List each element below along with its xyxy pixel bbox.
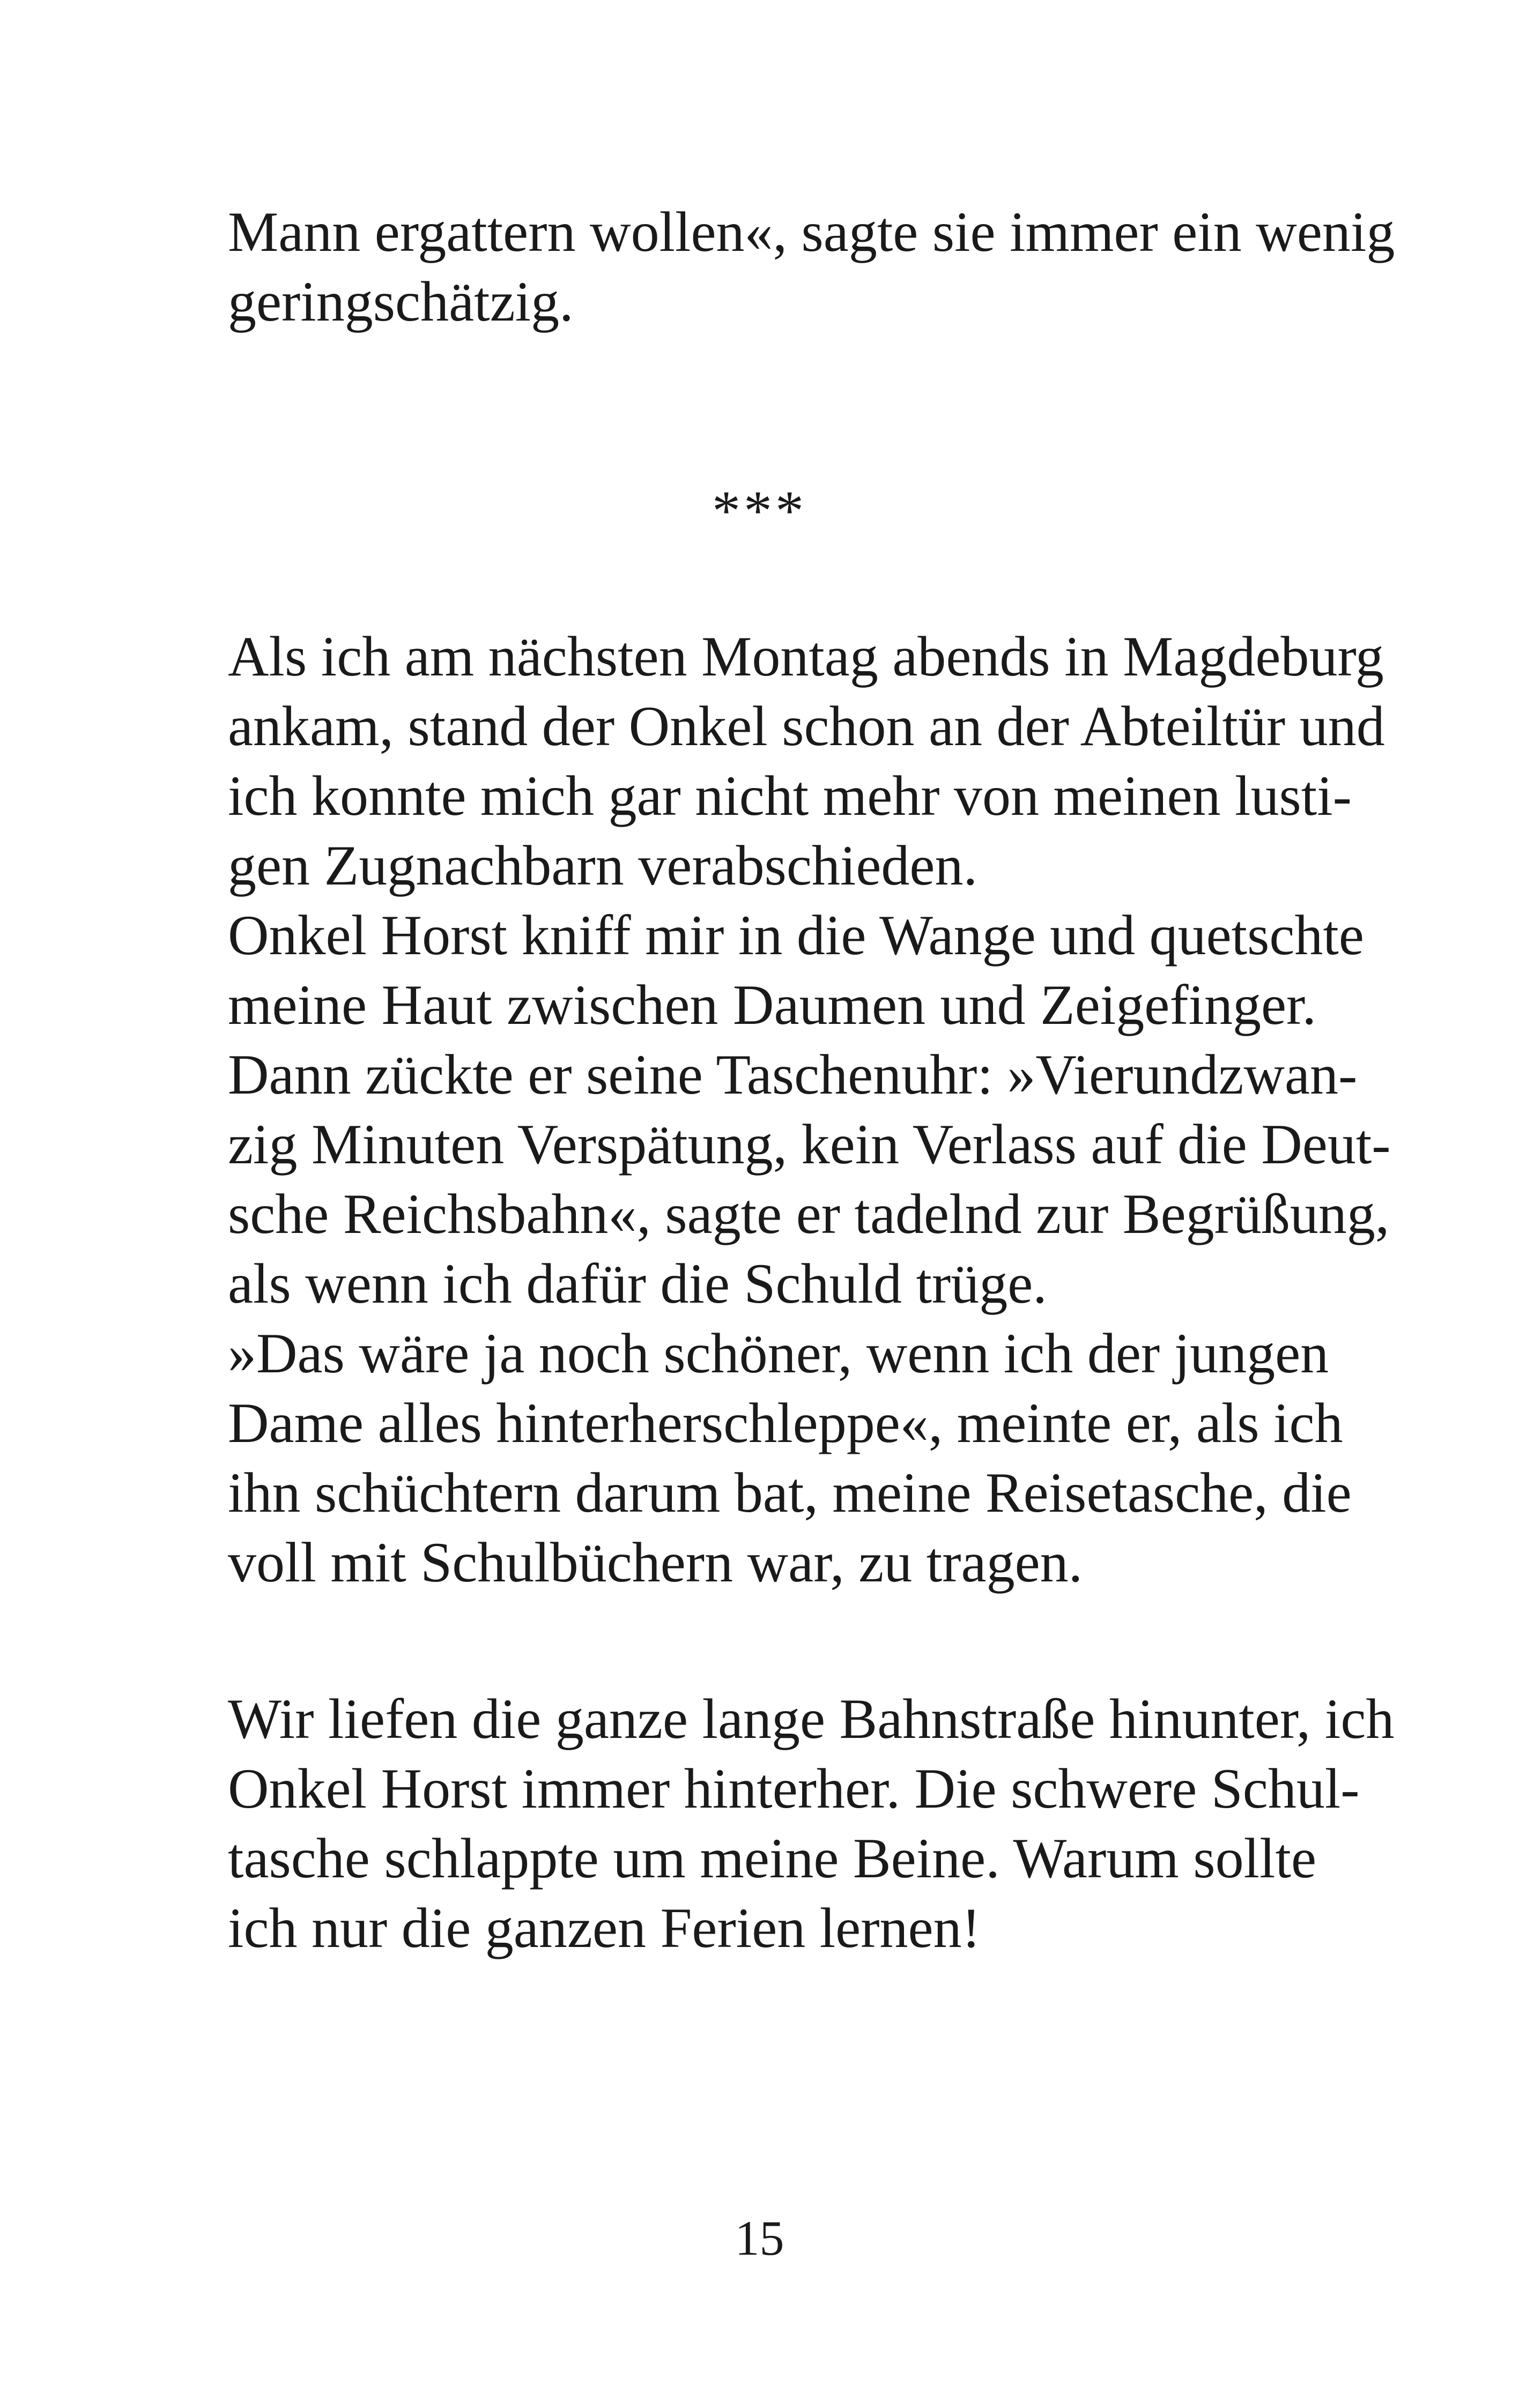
- text-line: tasche schlappte um meine Beine. Warum sollte: [228, 1827, 1316, 1890]
- paragraph-3: [228, 1684, 1395, 1963]
- text-line: Wir liefen die ganze lange Bahnstraße hinunter, ich: [228, 1688, 1395, 1750]
- section-separator: ***: [712, 479, 807, 542]
- text-line: zig Minuten Verspätung, kein Verlass auf die Deut-: [228, 1113, 1391, 1176]
- text-line: Mann ergattern wollen«, sagte sie immer ein wenig: [228, 200, 1395, 263]
- paragraph-2: [228, 622, 1391, 1597]
- text-line: sche Reichsbahn«, sagte er tadelnd zur Begrüßung,: [228, 1183, 1390, 1245]
- text-line: ankam, stand der Onkel schon an der Abteiltür und: [228, 695, 1385, 757]
- text-line: Als ich am nächsten Montag abends in Magdeburg: [228, 625, 1384, 688]
- text-line: Onkel Horst immer hinterher. Die schwere Schul-: [228, 1757, 1360, 1820]
- text-line: ich konnte mich gar nicht mehr von meinen lusti-: [228, 764, 1352, 827]
- text-line: meine Haut zwischen Daumen und Zeigefinger.: [228, 973, 1316, 1036]
- text-line: gen Zugnachbarn verabschieden.: [228, 834, 977, 897]
- paragraph-1: [228, 197, 1395, 337]
- page-number: 15: [735, 2211, 784, 2265]
- text-line: voll mit Schulbüchern war, zu tragen.: [228, 1531, 1083, 1594]
- text-line: ich nur die ganzen Ferien lernen!: [228, 1897, 981, 1959]
- text-line: »Das wäre ja noch schöner, wenn ich der jungen: [228, 1322, 1329, 1385]
- text-line: Dame alles hinterherschleppe«, meinte er, als ich: [228, 1392, 1343, 1454]
- text-line: als wenn ich dafür die Schuld trüge.: [228, 1252, 1047, 1315]
- text-line: ihn schüchtern darum bat, meine Reisetasche, die: [228, 1461, 1352, 1524]
- text-line: geringschätzig.: [228, 270, 574, 333]
- text-line: Onkel Horst kniff mir in die Wange und quetschte: [228, 904, 1364, 967]
- text-line: Dann zückte er seine Taschenuhr: »Vierundzwan-: [228, 1043, 1358, 1106]
